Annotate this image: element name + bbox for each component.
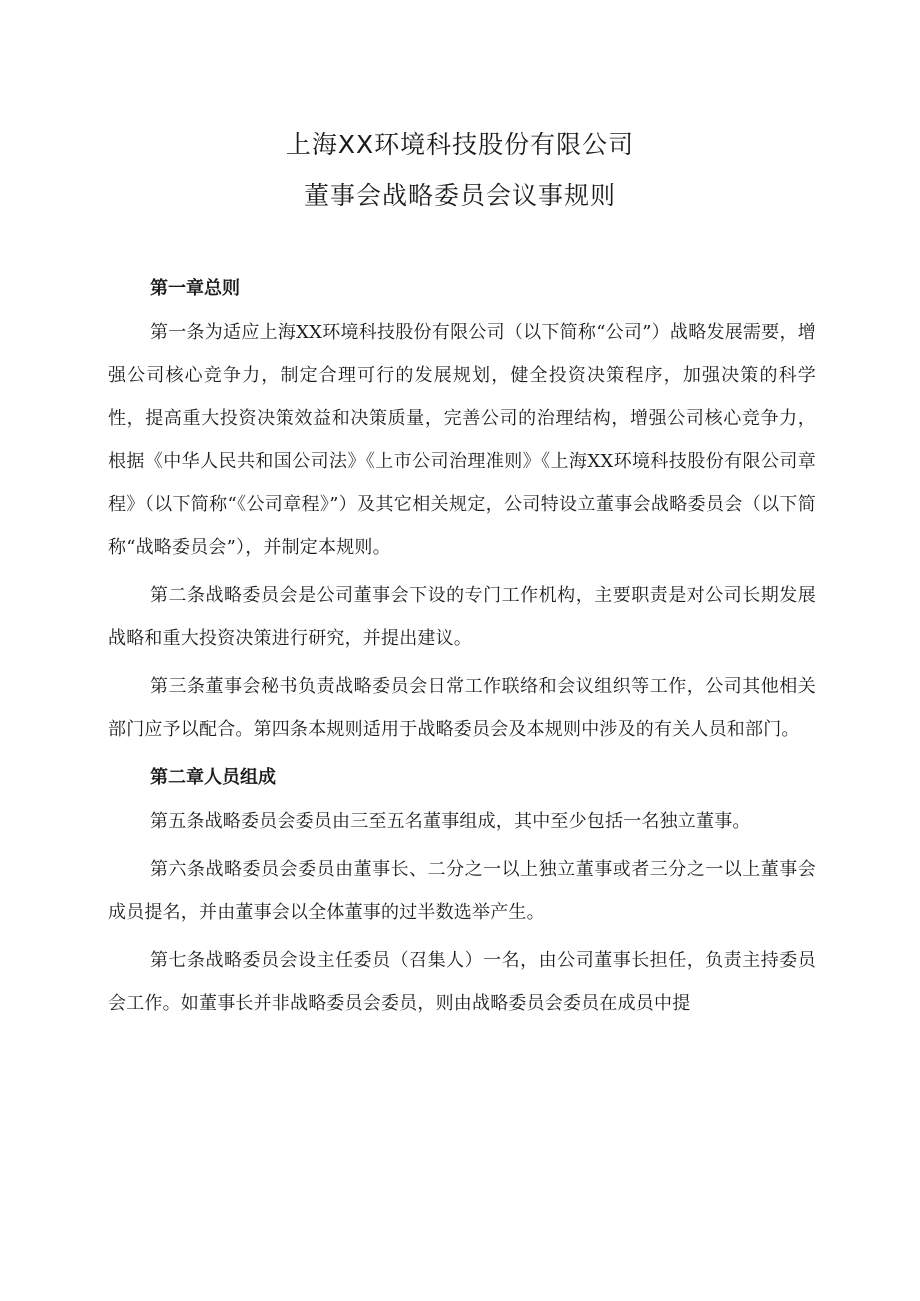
document-title-rules: 董事会战略委员会议事规则 [303, 181, 616, 210]
document-body [108, 267, 816, 1030]
article-6: 第六条战略委员会委员由董事长、二分之一以上独立董事或者三分之一以上董事会成员提名，并由董事会以全体董事的过半数选举产生。 [108, 859, 816, 923]
article-2: 第二条战略委员会是公司董事会下设的专门工作机构，主要职责是对公司长期发展战略和重大投资决策进行研究，并提出建议。 [108, 585, 816, 649]
chapter-heading-1: 第一章总则 [150, 278, 240, 299]
article-1: 第一条为适应上海XX环境科技股份有限公司（以下简称“公司”）战略发展需要，增强公司核心竞争力，制定合理可行的发展规划，健全投资决策程序，加强决策的科学性，提高重大投资决策效益和决策质量，完善公司的治理结构，增强公司核心竞争力，根据《中华人民共和国公司法》《上市公司治理准则》《上海XX环境科技股份有限公司章程》（以下简称“《公司章程》”）及其它相关规定，公司特设立董事会战略委员会（以下简称“战略委员会”），并制定本规则。 [108, 322, 816, 558]
article-5: 第五条战略委员会委员由三至五名董事组成，其中至少包括一名独立董事。 [150, 811, 751, 832]
chapter-heading-2: 第二章人员组成 [150, 767, 276, 788]
article-7: 第七条战略委员会设主任委员（召集人）一名，由公司董事长担任，负责主持委员会工作。如董事长并非战略委员会委员，则由战略委员会委员在成员中提 [108, 950, 816, 1014]
document-title-company: 上海XX环境科技股份有限公司 [285, 130, 635, 159]
article-3-4: 第三条董事会秘书负责战略委员会日常工作联络和会议组织等工作，公司其他相关部门应予以配合。第四条本规则适用于战略委员会及本规则中涉及的有关人员和部门。 [108, 676, 816, 740]
